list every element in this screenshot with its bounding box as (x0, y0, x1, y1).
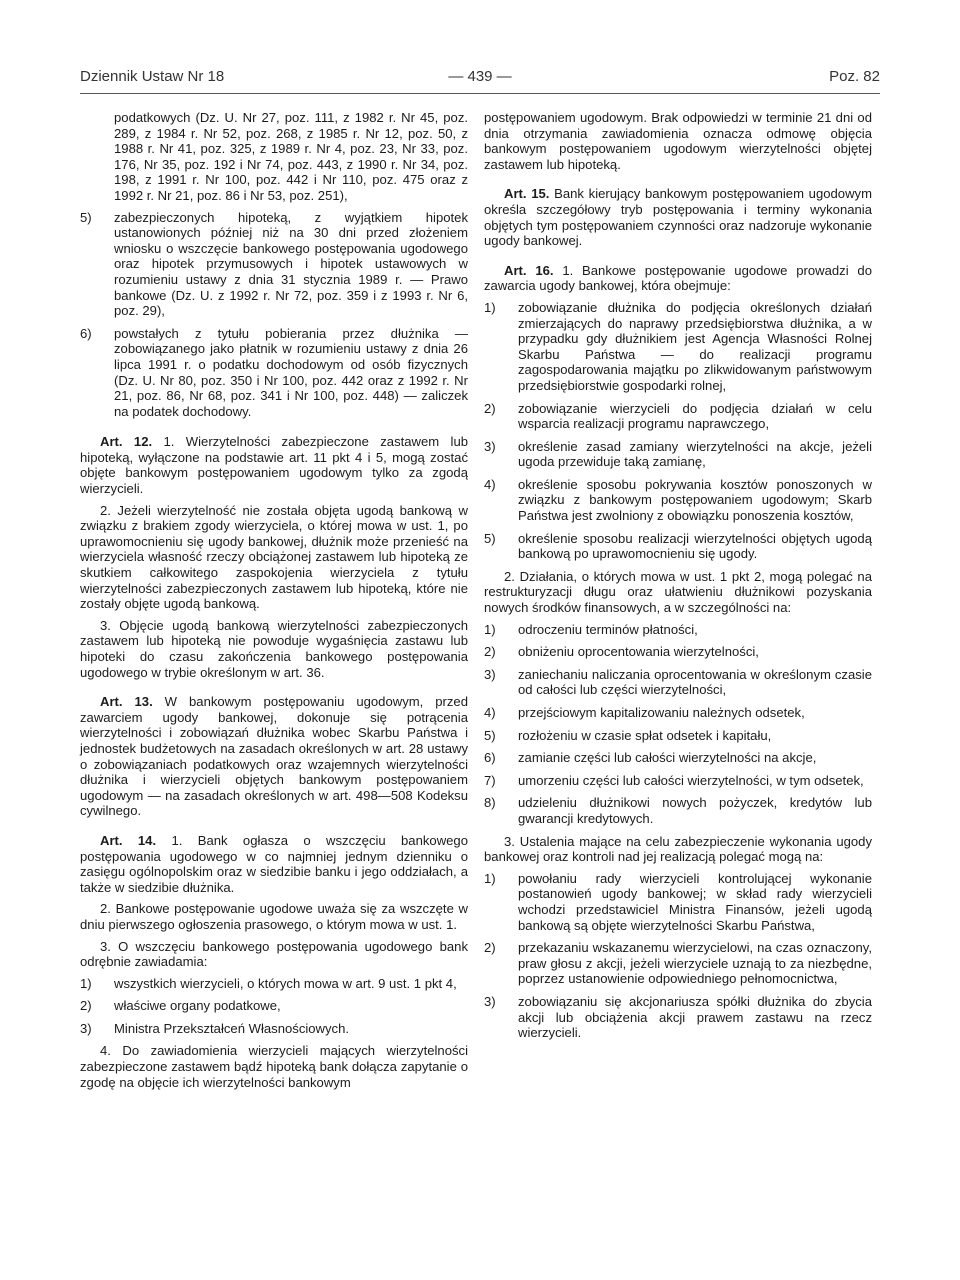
list-item-number: 3) (484, 438, 496, 454)
article-label: Art. 13. (100, 694, 153, 710)
list-item-number: 5) (484, 727, 496, 743)
list-item-number: 1) (484, 870, 496, 886)
art12-paragraph-2: 2. Jeżeli wierzytelność nie została objęta ugodą bankową w związku z brakiem zgody wierzyciela, o której mowa w ust. 1, po uprawomocnieniu się ugody bankowej, dłużnik może przenieść na wierzyciela własność rzeczy obciążonej zastawem lub hipoteką ze skutkiem całkowitego zaspokojenia wierzyciela z tytułu wierzytelności zabezpieczonych zastawem lub hipoteką, które nie zostały objęte ugodą bankową. (80, 502, 468, 612)
list-item-text: rozłożeniu w czasie spłat odsetek i kapitału, (518, 727, 772, 743)
list-item (484, 871, 872, 933)
list-item-text: zamianie części lub całości wierzytelności na akcje, (518, 750, 817, 766)
list-item (484, 622, 872, 638)
list-item-number: 2) (484, 940, 496, 956)
list-item-number: 1) (484, 621, 496, 637)
list-item-number: 1) (484, 299, 496, 315)
art14-paragraph-2: 2. Bankowe postępowanie ugodowe uważa się za wszczęte w dniu pierwszego ogłoszenia prasowego, o którym mowa w ust. 1. (80, 901, 468, 932)
list-item-text: określenie sposobu realizacji wierzytelności objętych ugodą bankową po uprawomocnieniu się ugody. (518, 530, 872, 562)
list-item (484, 795, 872, 826)
list-item-number: 3) (80, 1020, 92, 1036)
right-column (484, 110, 872, 1048)
art16-paragraph-2: 2. Działania, o których mowa w ust. 1 pkt 2, mogą polegać na restrukturyzacji długu oraz ułatwieniu dłużnikowi pozyskania nowych środków finansowych, a w szczególności na: (484, 568, 872, 616)
article-label: Art. 12. (100, 434, 153, 450)
list-item-text: obniżeniu oprocentowania wierzytelności, (518, 644, 759, 660)
page-number: — 439 — (448, 68, 512, 85)
list-item-number: 1) (80, 975, 92, 991)
art13-paragraph: Art. 13. W bankowym postępowaniu ugodowym, przed zawarciem ugody bankowej, dokonuje się potrącenia wierzytelności i zobowiązań dłużnika wobec Skarbu Państwa i jednostek budżetowych na zasadach określonych w art. 28 ustawy o zobowiązaniach podatkowych oraz wzajemnych wierzytelności dłużnika i wierzycieli objętych bankowym postępowaniem ugodowym — na zasadach określonych w art. 498—508 Kodeksu cywilnego. (80, 694, 468, 819)
restructuring-list (484, 622, 872, 827)
list-item-number: 2) (484, 400, 496, 416)
journal-title: Dziennik Ustaw Nr 18 (80, 68, 225, 85)
list-item-text: odroczeniu terminów płatności, (518, 621, 698, 637)
art15-paragraph: Art. 15. Bank kierujący bankowym postępowaniem ugodowym określa szczegółowy tryb postępowania i terminy wykonania objętych tym postępowaniem czynności oraz nadzoruje wykonanie ugody bankowej. (484, 186, 872, 249)
list-item-text: określenie zasad zamiany wierzytelności na akcje, jeżeli ugoda przewiduje taką zamianę, (518, 438, 872, 470)
art16-paragraph-3: 3. Ustalenia mające na celu zabezpieczenie wykonania ugody bankowej oraz kontroli nad jej realizacją polegać mogą na: (484, 833, 872, 865)
art14-paragraph-1: Art. 14. 1. Bank ogłasza o wszczęciu bankowego postępowania ugodowego w co najmniej jednym dzienniku o zasięgu ogólnopolskim oraz w siedzibie banku i jego oddziałach, a także w siedzibie dłużnika. (80, 832, 469, 895)
continued-paragraph: podatkowych (Dz. U. Nr 27, poz. 111, z 1982 r. Nr 45, poz. 289, z 1984 r. Nr 52, poz. 268, z 1985 r. Nr 12, poz. 50, z 1988 r. Nr 41, poz. 325, z 1989 r. Nr 4, poz. 23, Nr 33, poz. 176, Nr 35, poz. 192 i Nr 74, poz. 443, z 1990 r. Nr 34, poz. 198, z 1991 r. Nr 100, poz. 442 i Nr 110, poz. 475 oraz z 1992 r. Nr 21, poz. 86 i Nr 53, poz. 251), (114, 110, 468, 203)
list-item-text: zobowiązanie wierzycieli do podjęcia działań w celu wsparcia realizacji programu naprawczego, (518, 400, 872, 432)
list-item-number: 2) (484, 644, 496, 660)
continued-paragraph: postępowaniem ugodowym. Brak odpowiedzi w terminie 21 dni od dnia otrzymania zawiadomienia oznacza odmowę objęcia bankowym postępowaniem ugodowym wierzytelności objętej zastawem lub hipoteką. (484, 110, 872, 172)
list-item (484, 439, 872, 470)
list-item-text: przekazaniu wskazanemu wierzycielowi, na czas oznaczony, praw głosu z akcji, jeżeli wierzyciele uznają to za niezbędne, poprzez ustanowienie odpowiedniego pełnomocnictwa, (518, 940, 872, 987)
list-item-text: zobowiązanie dłużnika do podjęcia określonych działań zmierzających do naprawy przedsiębiorstwa dłużnika, a w przypadku gdy dłużnikiem jest Agencja Własności Rolnej Skarbu Państwa — do realizacji programu zagospodarowania majątku po zlikwidowanym państwowym przedsiębiorstwie gospodarki rolnej, (518, 299, 872, 393)
art14-paragraph-3: 3. O wszczęciu bankowego postępowania ugodowego bank odrębnie zawiadamia: (80, 938, 468, 970)
list-item-text: wszystkich wierzycieli, o których mowa w art. 9 ust. 1 pkt 4, (114, 975, 457, 991)
list-item-number: 5) (80, 209, 92, 225)
list-item-text: powołaniu rady wierzycieli kontrolującej wykonanie postanowień ugody bankowej; w skład rady wierzycieli wchodzi przedstawiciel Ministra Finansów, jeżeli ugodą bankową są objęte wierzytelności Skarbu Państwa, (518, 870, 872, 933)
list-item (80, 976, 468, 992)
page-header (80, 68, 880, 92)
list-item-text: przejściowym kapitalizowaniu należnych odsetek, (518, 705, 805, 720)
list-item-number: 4) (484, 476, 496, 492)
list-item (484, 705, 872, 721)
list-item-number: 8) (484, 795, 496, 811)
exclusion-list (80, 210, 468, 420)
list-item-number: 4) (484, 705, 496, 720)
list-item (80, 326, 468, 420)
agreement-contents-list (484, 300, 872, 562)
art12-paragraph-3: 3. Objęcie ugodą bankową wierzytelności zabezpieczonych zastawem lub hipoteką nie powoduje wygaśnięcia zastawu lub hipoteki do czasu zakończenia bankowego postępowania ugodowego w trybie określonym w art. 36. (80, 617, 468, 680)
notification-list (80, 976, 468, 1037)
list-item-text: Ministra Przekształceń Własnościowych. (114, 1020, 350, 1036)
list-item-number: 2) (80, 998, 92, 1014)
list-item (484, 940, 872, 987)
list-item (484, 300, 872, 394)
list-item (484, 773, 872, 789)
list-item (484, 994, 872, 1041)
art12-paragraph-1: Art. 12. 1. Wierzytelności zabezpieczone zastawem lub hipoteką, wyłączone na podstawie art. 11 pkt 4 i 5, mogą zostać objęte bankowym postępowaniem ugodowym tylko za zgodą wierzycieli. (80, 434, 469, 497)
list-item (484, 477, 872, 524)
header-rule (80, 93, 880, 94)
list-item-number: 6) (484, 750, 496, 766)
article-label: Art. 14. (100, 832, 157, 848)
list-item (80, 210, 468, 319)
list-item (484, 750, 872, 766)
art14-paragraph-4: 4. Do zawiadomienia wierzycieli mających wierzytelności zabezpieczone zastawem bądź hipoteką bank dołącza zapytanie o zgodę na objęcie ich wierzytelności bankowym (80, 1043, 468, 1090)
list-item-text: zobowiązaniu się akcjonariusza spółki dłużnika do zbycia akcji lub obciążenia akcji prawem zastawu na rzecz wierzycieli. (518, 993, 872, 1041)
article-label: Art. 16. (504, 262, 554, 278)
left-column (80, 110, 468, 1096)
position-number: Poz. 82 (829, 68, 880, 85)
list-item-text: określenie sposobu pokrywania kosztów ponoszonych w związku z bankowym postępowaniem ugodowym; Skarb Państwa jest zwolniony z obowiązku ponoszenia kosztów, (518, 476, 872, 524)
list-item-text: właściwe organy podatkowe, (114, 998, 281, 1014)
list-item (80, 1021, 468, 1037)
list-item (484, 667, 872, 698)
list-item-number: 3) (484, 666, 496, 682)
list-item (484, 644, 872, 660)
list-item-text: umorzeniu części lub całości wierzytelności, w tym odsetek, (518, 772, 864, 788)
list-item-number: 5) (484, 530, 496, 546)
list-item (484, 728, 872, 744)
list-item-text: zaniechaniu naliczania oprocentowania w określonym czasie od całości lub części wierzytelności, (518, 666, 872, 698)
list-item (484, 401, 872, 432)
list-item-text: powstałych z tytułu pobierania przez dłużnika — zobowiązanego jako płatnik w rozumieniu ustawy z dnia 26 lipca 1991 r. o podatku dochodowym od osób fizycznych (Dz. U. Nr 80, poz. 350 i Nr 100, poz. 442 oraz z 1992 r. Nr 21, poz. 86, Nr 68, poz. 341 i Nr 100, poz. 448) — zaliczek na podatek dochodowy. (114, 325, 468, 419)
list-item-number: 3) (484, 993, 496, 1009)
article-label: Art. 15. (504, 186, 550, 202)
list-item-number: 7) (484, 772, 496, 788)
list-item-text: udzieleniu dłużnikowi nowych pożyczek, kredytów lub gwarancji kredytowych. (518, 795, 872, 826)
list-item (484, 531, 872, 562)
list-item-number: 6) (80, 325, 92, 341)
art16-paragraph-1: Art. 16. 1. Bankowe postępowanie ugodowe prowadzi do zawarcia ugody bankowej, która obejmuje: (484, 262, 872, 294)
security-measures-list (484, 871, 872, 1041)
list-item (80, 998, 468, 1014)
list-item-text: zabezpieczonych hipoteką, z wyjątkiem hipotek ustanowionych później niż na 30 dni przed złożeniem wniosku o wszczęcie bankowego postępowania ugodowego oraz hipotek przymusowych i hipotek ustawowych w rozumieniu ustawy z dnia 31 stycznia 1989 r. — Prawo bankowe (Dz. U. z 1992 r. Nr 72, poz. 359 i z 1993 r. Nr 6, poz. 29), (114, 209, 468, 319)
